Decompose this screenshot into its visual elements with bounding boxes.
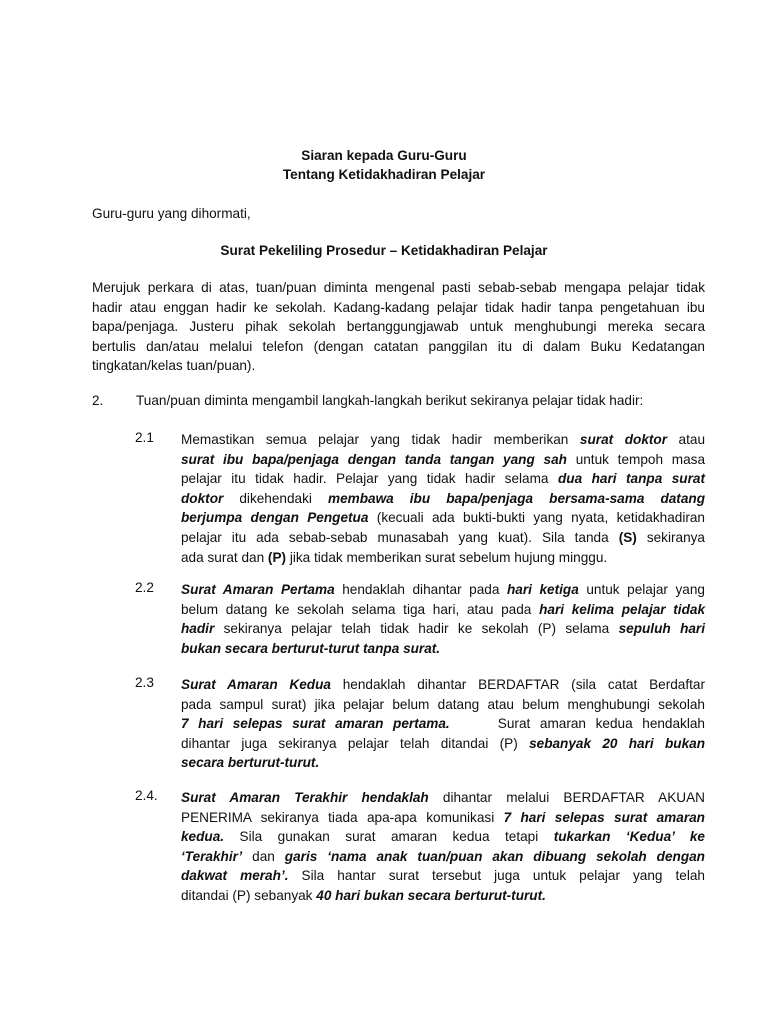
emphasis-run: bukan secara berturut-turut tanpa surat. (181, 640, 441, 656)
text-run: sekiranya (636, 529, 705, 545)
emphasis-run: Surat Amaran Pertama (181, 582, 335, 597)
text-run: pelajar itu ada sebab-sebab munasabah yang kuat). Sila tanda (181, 529, 619, 545)
body-line (181, 469, 705, 489)
text-run: atau (667, 432, 706, 447)
emphasis-run: (S) (618, 529, 637, 545)
text-run: Surat amaran kedua hendaklah (449, 716, 705, 732)
point-number: 2. (92, 393, 104, 408)
body-line (181, 639, 705, 659)
emphasis-run: garis ‘nama anak tuan/puan akan dibuang sekolah dengan (284, 848, 705, 864)
body-line (181, 580, 705, 600)
emphasis-run: 40 hari bukan secara berturut-turut. (316, 887, 546, 903)
body-line (181, 489, 705, 509)
emphasis-run: tukarkan ‘Kedua’ ke (553, 829, 705, 845)
body-line (181, 450, 705, 470)
text-run: untuk pelajar yang (578, 582, 705, 597)
document-title-line2: Tentang Ketidakhadiran Pelajar (282, 167, 486, 182)
subpoint-number: 2.4. (135, 788, 158, 803)
text-run: ditandai (P) sebanyak (181, 887, 317, 903)
body-line (181, 734, 705, 754)
body-line (181, 714, 705, 734)
text-run: Sila hantar surat tersebut juga untuk pelajar yang telah (288, 868, 705, 884)
text-run: Sila gunakan surat amaran kedua tetapi (224, 829, 554, 845)
subject-heading: Surat Pekeliling Prosedur – Ketidakhadiran Pelajar (220, 243, 548, 258)
emphasis-run: sebanyak 20 hari bukan (529, 735, 706, 751)
text-run: PENERIMA sekiranya tiada apa-apa komunikasi (181, 809, 504, 825)
text-run: jika tidak memberikan surat sebelum hujung minggu. (286, 549, 608, 565)
body-line (181, 886, 705, 906)
emphasis-run: berjumpa dengan Pengetua (181, 510, 369, 526)
body-line (181, 675, 705, 695)
emphasis-run: Surat Amaran Terakhir hendaklah (181, 790, 429, 805)
emphasis-run: doktor (181, 490, 224, 506)
intro-line: bertulis dan/atau melalui telefon (dengan catatan panggilan itu di dalam Buku Kedatangan (92, 338, 705, 354)
body-line (181, 827, 705, 847)
emphasis-run: 7 hari selepas surat amaran (503, 809, 705, 825)
text-run: dan (242, 848, 285, 864)
emphasis-run: Surat Amaran Kedua (181, 677, 331, 692)
text-run: pada sampul surat) jika pelajar belum datang atau belum menghubungi sekolah (181, 696, 705, 712)
intro-line: hadir atau enggan hadir ke sekolah. Kadang-kadang pelajar tidak hadir tanpa pengetahuan ibu (92, 299, 705, 315)
body-line (181, 600, 705, 620)
intro-line: Merujuk perkara di atas, tuan/puan diminta mengenal pasti sebab-sebab mengapa pelajar tidak (92, 280, 705, 295)
subpoint-number: 2.3 (135, 675, 154, 690)
body-line (181, 528, 705, 548)
emphasis-run: hari kelima pelajar tidak (539, 601, 706, 617)
subpoint-body (181, 430, 705, 567)
greeting: Guru-guru yang dihormati, (92, 206, 251, 221)
text-run: sekiranya pelajar telah tidak hadir ke sekolah (P) selama (214, 621, 619, 637)
body-line (181, 430, 705, 450)
text-run: untuk tempoh masa (566, 451, 705, 467)
body-line (181, 753, 705, 773)
point-text: Tuan/puan diminta mengambil langkah-langkah berikut sekiranya pelajar tidak hadir: (136, 393, 644, 408)
emphasis-run: secara berturut-turut. (181, 755, 320, 771)
body-line (181, 695, 705, 715)
text-run: hendaklah dihantar pada (334, 582, 507, 597)
emphasis-run: membawa ibu bapa/penjaga bersama-sama datang (327, 490, 705, 506)
emphasis-run: hadir (181, 621, 215, 637)
emphasis-run: surat ibu bapa/penjaga dengan tanda tangan yang sah (181, 451, 567, 467)
emphasis-run: kedua. (181, 829, 225, 845)
emphasis-run: dua hari tanpa surat (557, 471, 705, 487)
emphasis-run: hari ketiga (506, 582, 579, 597)
intro-line: bapa/penjaga. Justeru pihak sekolah bertanggungjawab untuk menghubungi mereka secara (92, 319, 705, 335)
body-line (181, 847, 705, 867)
emphasis-run: sepuluh hari (618, 621, 705, 637)
emphasis-run: dakwat merah’. (181, 868, 289, 884)
emphasis-run: 7 hari selepas surat amaran pertama. (181, 716, 450, 732)
subpoint-body (181, 675, 705, 773)
emphasis-run: surat doktor (579, 432, 667, 447)
subpoint-body (181, 580, 705, 658)
subpoint-number: 2.1 (135, 430, 154, 445)
body-line (181, 548, 705, 568)
text-run: hendaklah dihantar BERDAFTAR (sila catat Berdaftar (330, 677, 705, 692)
text-run: ada surat dan (181, 549, 268, 565)
text-run: Memastikan semua pelajar yang tidak hadir memberikan (181, 432, 580, 447)
text-run: (kecuali ada bukti-bukti yang nyata, ketidakhadiran (368, 510, 705, 526)
document-title-line1: Siaran kepada Guru-Guru (301, 148, 467, 163)
intro-paragraph (92, 278, 705, 376)
text-run: dikehendaki (223, 490, 328, 506)
subpoint-number: 2.2 (135, 580, 154, 595)
intro-line: tingkatan/kelas tuan/puan). (92, 358, 256, 374)
text-run: dihantar juga sekiranya pelajar telah ditandai (P) (181, 735, 530, 751)
subpoint-body (181, 788, 705, 906)
body-line (181, 508, 705, 528)
emphasis-run: ‘Terakhir’ (181, 848, 243, 864)
body-line (181, 788, 705, 808)
text-run: pelajar itu tidak hadir. Pelajar yang tidak hadir selama (181, 471, 558, 487)
text-run: belum datang ke sekolah selama tiga hari, atau pada (181, 601, 540, 617)
emphasis-run: (P) (267, 549, 287, 565)
body-line (181, 619, 705, 639)
body-line (181, 808, 705, 828)
body-line (181, 866, 705, 886)
text-run: dihantar melalui BERDAFTAR AKUAN (428, 790, 705, 805)
